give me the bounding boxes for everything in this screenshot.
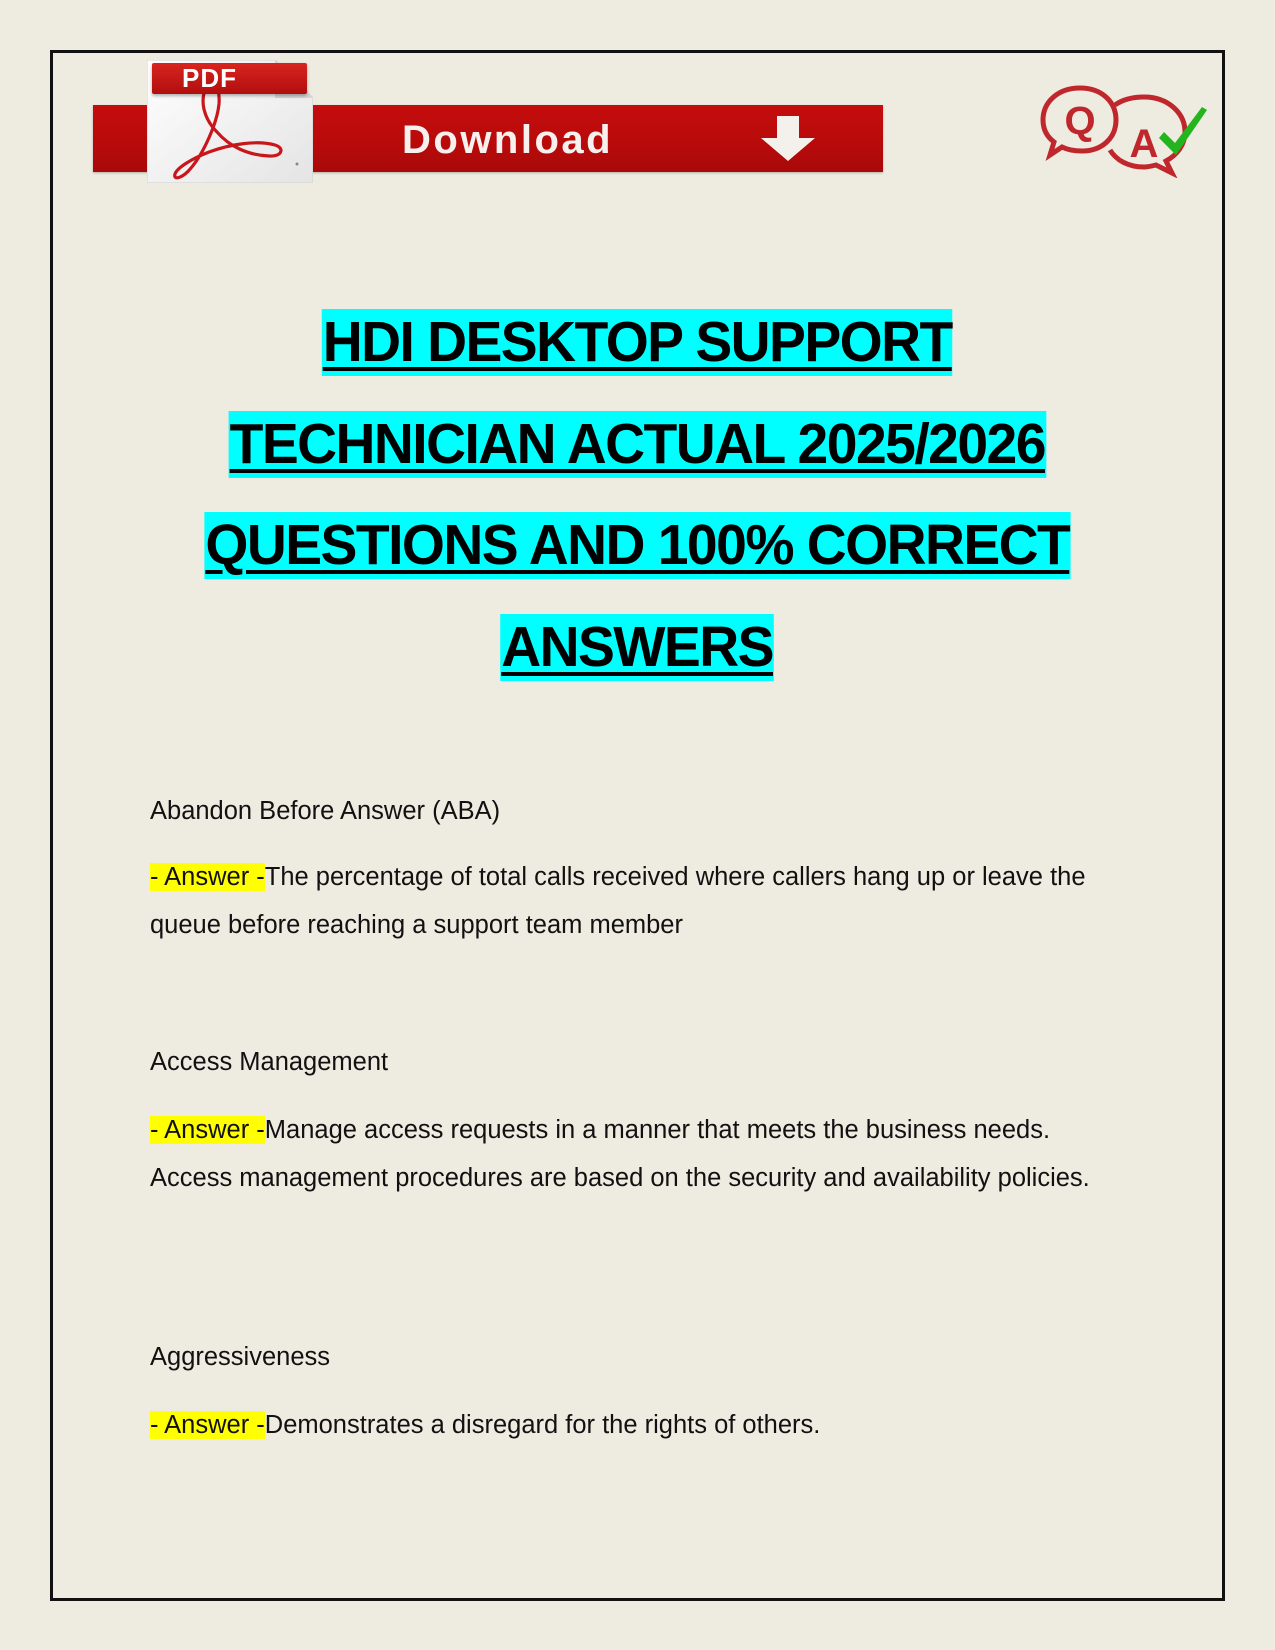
q-letter: Q bbox=[1064, 99, 1096, 143]
title-line-1: HDI DESKTOP SUPPORT bbox=[322, 310, 952, 374]
answer-prefix-highlight: - Answer - bbox=[150, 863, 265, 891]
qa-logo bbox=[1040, 80, 1210, 178]
answer-prefix-highlight: - Answer - bbox=[150, 1411, 265, 1439]
download-label[interactable]: Download bbox=[402, 118, 614, 162]
pdf-download-banner[interactable] bbox=[93, 60, 885, 185]
answer-text: Demonstrates a disregard for the rights of others. bbox=[264, 1411, 821, 1439]
answer-text: Manage access requests in a manner that meets the business needs. Access management procedures are based on the security and availability policies. bbox=[150, 1116, 1090, 1192]
answer-block bbox=[150, 1401, 1125, 1449]
question-term: Aggressiveness bbox=[150, 1343, 331, 1371]
document-title bbox=[0, 309, 1275, 715]
title-line-2: TECHNICIAN ACTUAL 2025/2026 bbox=[229, 411, 1046, 476]
question-term: Access Management bbox=[150, 1048, 389, 1076]
pdf-label: PDF bbox=[152, 63, 307, 94]
title-line-3: QUESTIONS AND 100% CORRECT bbox=[205, 513, 1070, 577]
pdf-document-icon bbox=[147, 60, 313, 183]
answer-block bbox=[150, 1106, 1125, 1202]
a-letter: A bbox=[1129, 122, 1159, 166]
answer-text: The percentage of total calls received where callers hang up or leave the queue before reaching a support team member bbox=[150, 863, 1086, 939]
download-arrow-icon bbox=[759, 116, 819, 162]
answer-block bbox=[150, 853, 1125, 949]
question-term: Abandon Before Answer (ABA) bbox=[150, 797, 501, 825]
title-line-4: ANSWERS bbox=[501, 614, 774, 679]
answer-prefix-highlight: - Answer - bbox=[150, 1116, 265, 1144]
